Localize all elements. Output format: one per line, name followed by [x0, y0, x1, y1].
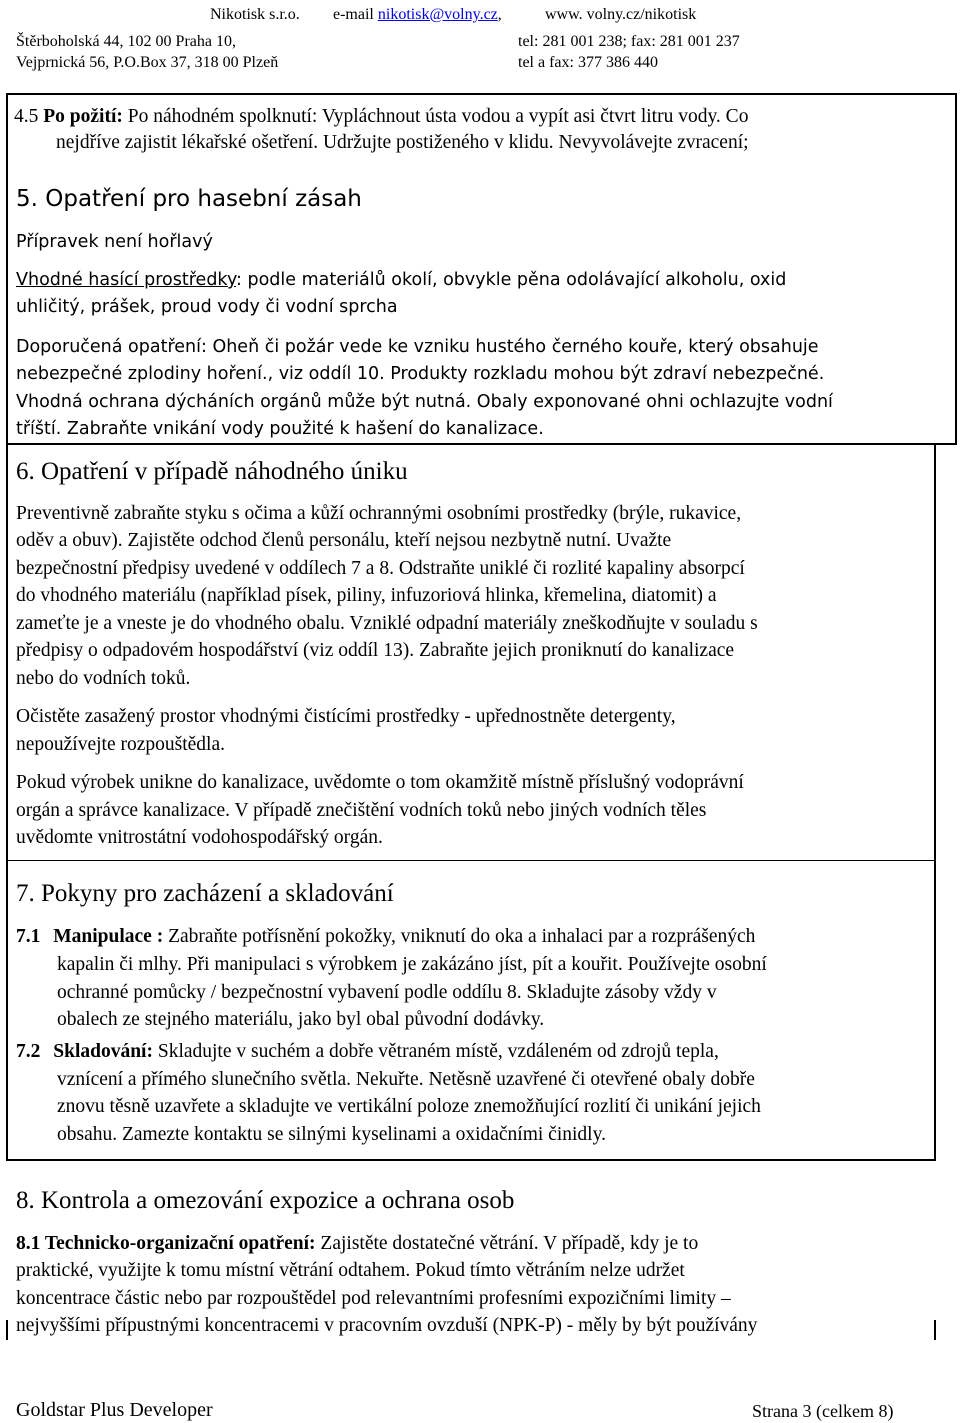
- storage-text: Skladujte v suchém a dobře větraném místě, vzdáleném od zdrojů tepla,: [152, 1041, 719, 1062]
- subsection-7-1-number: 7.1: [16, 926, 41, 947]
- footer-product-name: Goldstar Plus Developer: [16, 1399, 213, 1421]
- technical-measures-text: Zajistěte dostatečné větrání. V případě, kdy je to: [315, 1233, 699, 1254]
- section-6-line7: nebo do vodních toků.: [16, 668, 191, 689]
- section-6-line6: předpisy o odpadovém hospodářství (viz oddíl 13). Zabraňte jejich proniknutí do kanalizace: [16, 640, 735, 661]
- header-phone-plzen: tel a fax: 377 386 440: [518, 54, 658, 71]
- footer-page-number: Strana 3 (celkem 8): [752, 1401, 894, 1421]
- section-8-1-line1: [16, 1232, 698, 1256]
- section-7-2-line1: [16, 1040, 719, 1064]
- email-link[interactable]: nikotisk@volny.cz: [377, 6, 498, 23]
- section-7-2-line2: vznícení a přímého slunečního světla. Nekuřte. Netěsně uzavřené či otevřené obaly dobře: [57, 1069, 755, 1090]
- header-phone-praha: tel: 281 001 238; fax: 281 001 237: [518, 33, 740, 50]
- section-6-line5: zameťte je a vneste je do vhodného obalu. Vzniklé odpadní materiály zneškodňujte v souladu s: [16, 613, 758, 634]
- section-6-line8: Očistěte zasažený prostor vhodnými čistícími prostředky - upřednostněte detergenty,: [16, 706, 676, 727]
- section-5-line3: Doporučená opatření: Oheň či požár vede ke vzniku hustého černého kouře, který obsahuje: [16, 337, 819, 357]
- storage-label: Skladování:: [53, 1041, 153, 1062]
- header-email-block: [333, 6, 502, 24]
- extinguishing-media-label: Vhodné hasící prostředky: [16, 270, 237, 290]
- section-7-1-line3: ochranné pomůcky / bezpečnostní vybavení podle oddílu 8. Skladujte zásoby vždy v: [57, 982, 717, 1003]
- header-address-praha: Štěrboholská 44, 102 00 Praha 10,: [16, 33, 236, 50]
- section-6-line10: Pokud výrobek unikne do kanalizace, uvědomte o tom okamžitě místně příslušný vodoprávní: [16, 772, 744, 793]
- section-8-right-rule: [934, 1320, 936, 1340]
- first-aid-ingestion-line2: nejdříve zajistit lékařské ošetření. Udržujte postiženého v klidu. Nevyvolávejte zvracení;: [56, 132, 749, 153]
- section-5-line2: uhličitý, prášek, proud vody či vodní sprcha: [16, 297, 398, 317]
- section-6-line2: oděv a obuv). Zajistěte odchod členů personálu, kteří nejsou nezbytně nutní. Uvažte: [16, 530, 672, 551]
- header-web: www. volny.cz/nikotisk: [545, 6, 697, 23]
- subsection-7-2-number: 7.2: [16, 1041, 41, 1062]
- section-6-line9: nepoužívejte rozpouštědla.: [16, 734, 226, 755]
- ingestion-label: Po požití:: [43, 106, 123, 127]
- section-6-line1: Preventivně zabraňte styku s očima a kůží ochrannými osobními prostředky (brýle, rukavice,: [16, 503, 742, 524]
- section-7-title: 7. Pokyny pro zacházení a skladování: [16, 880, 394, 907]
- section-5-line5: Vhodná ochrana dýcháních orgánů může být nutná. Obaly exponované ohni ochlazujte vodní: [16, 392, 833, 412]
- section-7-2-line4: obsahu. Zamezte kontaktu se silnými kyselinami a oxidačními činidly.: [57, 1124, 606, 1145]
- section-7-1-line1: [16, 925, 755, 949]
- section-7-1-line2: kapalin či mlhy. Při manipulaci s výrobkem je zakázáno jíst, pít a kouřit. Používejte osobní: [57, 954, 767, 975]
- section-6-line11: orgán a správce kanalizace. V případě znečištění vodních toků nebo jiných vodních těles: [16, 800, 707, 821]
- section-6-line12: uvědomte vnitrostátní vodohospodářský orgán.: [16, 827, 383, 848]
- divider-6-7: [6, 860, 936, 861]
- section-8-1-line2: praktické, využijte k tomu místní větrání odtahem. Pokud tímto větráním nelze udržet: [16, 1260, 685, 1281]
- section-7-2-line3: znovu těsně uzavřete a skladujte ve vertikální poloze znemožňující rozlití či unikání jejich: [57, 1096, 761, 1117]
- ingestion-text: Po náhodném spolknutí: Vypláchnout ústa vodou a vypít asi čtvrt litru vody. Co: [122, 106, 749, 127]
- section-5-title: 5. Opatření pro hasební zásah: [16, 186, 362, 212]
- header-company: Nikotisk s.r.o.: [210, 6, 300, 23]
- section-6-line4: do vhodného materiálu (například písek, piliny, infuzoriová hlinka, křemelina, diatomit) a: [16, 585, 717, 606]
- section-6-line3: bezpečnostní předpisy uvedené v oddílech 7 a 8. Odstraňte uniklé či rozlité kapaliny absorpcí: [16, 558, 745, 579]
- section-8-1-line4: nejvyššími přípustnými koncentracemi v pracovním ovzduší (NPK-P) - měly by být používány: [16, 1315, 758, 1336]
- handling-text: Zabraňte potřísnění pokožky, vniknutí do oka a inhalaci par a rozprášených: [163, 926, 756, 947]
- section-8-title: 8. Kontrola a omezování expozice a ochrana osob: [16, 1187, 515, 1214]
- section-8-left-rule: [6, 1320, 8, 1340]
- email-label: e-mail: [333, 6, 374, 23]
- section-8-1-line3: koncentrace částic nebo par rozpouštědel pod relevantními profesními expozičními limity –: [16, 1288, 731, 1309]
- handling-label: Manipulace :: [53, 926, 164, 947]
- section-5-line1: [16, 268, 786, 292]
- section-6-title: 6. Opatření v případě náhodného úniku: [16, 458, 408, 485]
- section-7-1-line4: obalech ze stejného materiálu, jako byl obal původní dodávky.: [57, 1009, 545, 1030]
- email-comma: ,: [497, 6, 502, 23]
- section-5-line6: tříští. Zabraňte vnikání vody použité k hašení do kanalizace.: [16, 419, 544, 439]
- first-aid-ingestion-line1: [14, 105, 748, 129]
- header-address-plzen: Vejprnická 56, P.O.Box 37, 318 00 Plzeň: [16, 54, 279, 71]
- extinguishing-media-text: : podle materiálů okolí, obvykle pěna odolávající alkoholu, oxid: [236, 270, 787, 290]
- section-5-p1: Přípravek není hořlavý: [16, 232, 213, 252]
- section-number: 4.5: [14, 106, 39, 127]
- technical-measures-label: 8.1 Technicko-organizační opatření:: [16, 1233, 316, 1254]
- section-5-line4: nebezpečné zplodiny hoření., viz oddíl 10. Produkty rozkladu mohou být zdraví nebezpečné.: [16, 364, 825, 384]
